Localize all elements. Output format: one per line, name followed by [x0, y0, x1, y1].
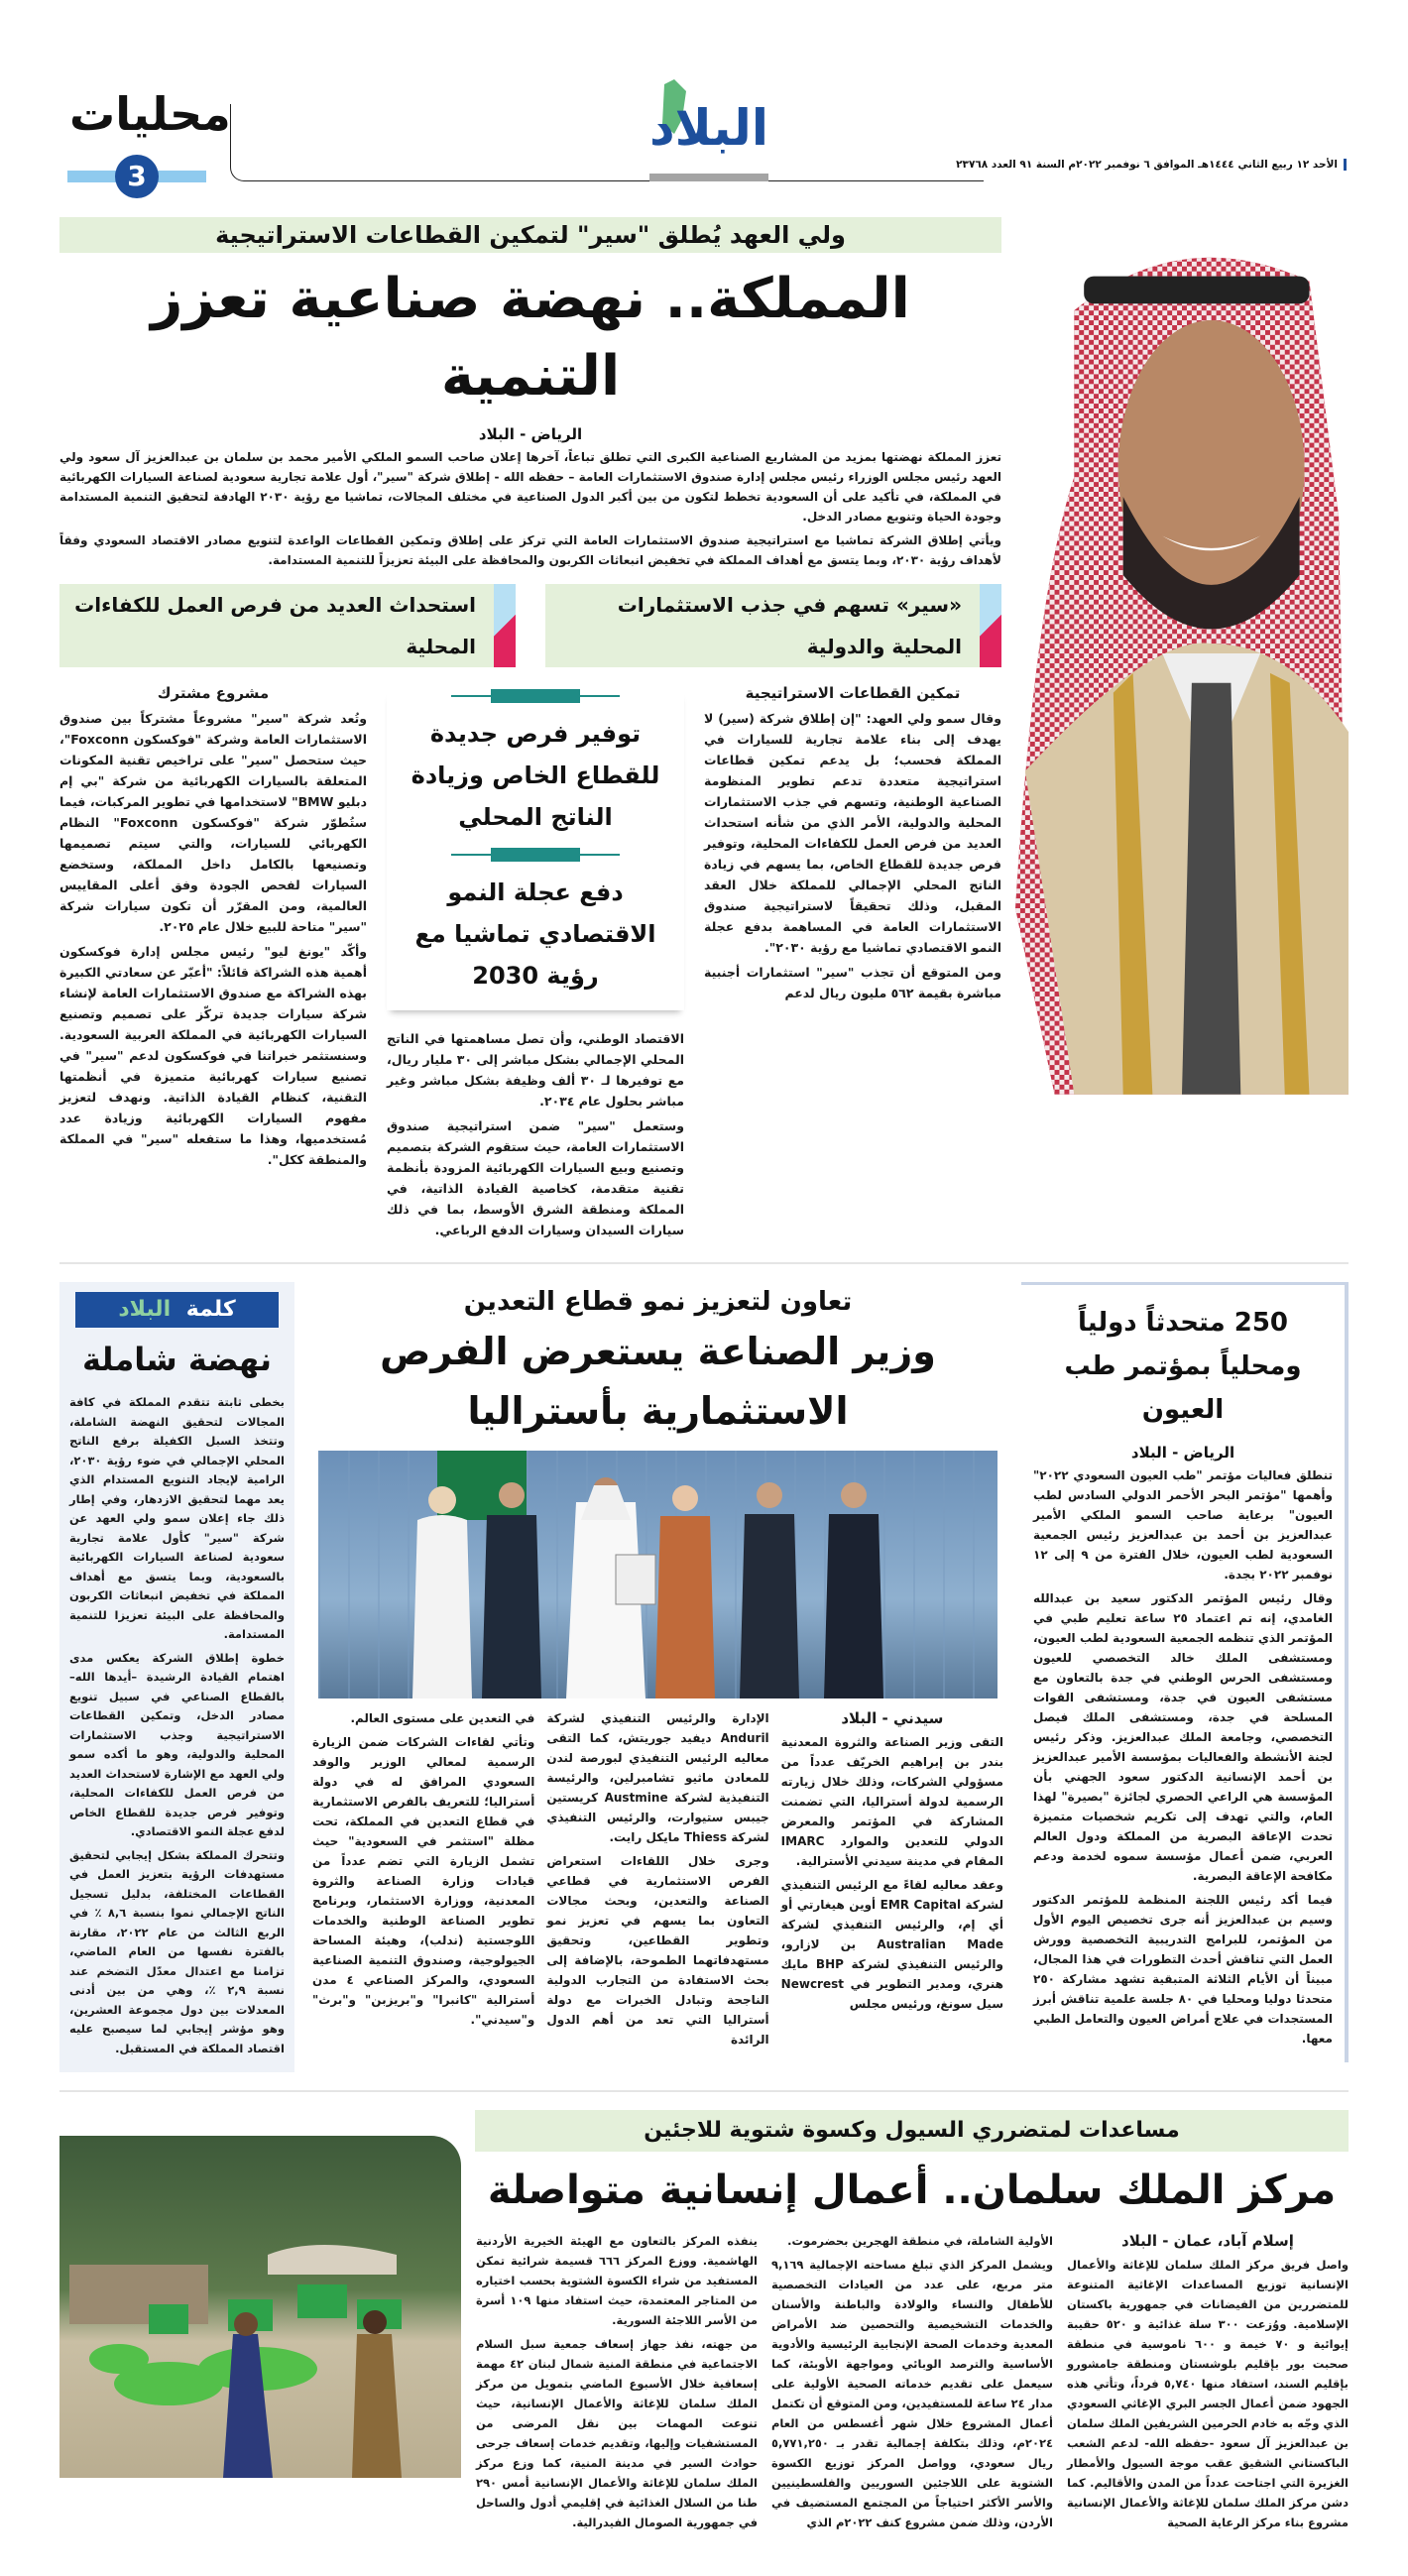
column-paragraph: وقال رئيس المؤتمر الدكتور سعيد بن عبدالله الغامدي، إنه تم اعتماد ٢٥ ساعة تعليم طبي في المؤتمر الذي تنظمه الجمعية السعودية لطب العيون، ومستشفى الملك خالد التخصصي للعيون ومستشفى الحرس الوطني في جدة بالتعاون مع مستشفى العيون في جدة، ومستشفى القوات المسلحة في جدة، ومستشفى الملك فيصل التخصصي، وجامعة الملك عبدالعزيز. وذكر رئيس لجنة الأنشطة والفعاليات بمؤسسة الأمير عبدالعزيز بن أحمد الإنسانية الدكتور سعود الجهني بأن المؤسسة هي الراعي الحصري لجائزة "بصيرة" لهذا العام، والتي تهدف إلى تكريم شخصيات متميزة تحدت الإعاقة البصرية من المملكة ودول العالم العربي، ضمن أعمال مؤسسة سموه لخدمة ودعم مكافحة الإعاقة البصرية.	[1033, 1591, 1333, 1883]
header-rule	[230, 104, 984, 181]
relief-aid-photo	[59, 2136, 461, 2478]
lead-dateline: الرياض - البلاد	[478, 425, 583, 443]
column-paragraph: ينفذه المركز بالتعاون مع الهيئة الخيرية الأردنية الهاشمية. ووزع المركز ٦٦٦ قسيمة شرائية تمكن المستفيد من شراء الكسوة الشتوية بحسب اختياره من المتاجر المعتمدة، حيث استفاد منها ١٠٩ أسرة من الأسر اللاجئة السورية.	[476, 2234, 759, 2327]
column-paragraph: التقى وزير الصناعة والثروة المعدنية بندر بن إبراهيم الخريّف عدداً من مسؤولي الشركات، وذلك خلال زيارته الرسمية لدولة أستراليا، التي تضمنت المشاركة في المؤتمر والمعرض الدولي للتعدين والموارد IMARC المقام في مدينة سيدني الأسترالية.	[780, 1735, 1003, 1868]
lead-kicker: ولي العهد يُطلق "سير" لتمكين القطاعات الاستراتيجية	[59, 217, 1001, 253]
relief-dateline: إسلام آباد، عمان - البلاد	[1121, 2232, 1294, 2250]
logo-underbar	[649, 174, 768, 181]
relief-column-1	[1067, 2231, 1349, 2536]
relief-kicker: مساعدات لمتضرري السيول وكسوة شتوية للاجئين	[475, 2110, 1349, 2152]
pullquote-box	[387, 689, 684, 1010]
editorial-body	[69, 1393, 285, 2058]
lead-intro-paragraph: تعزز المملكة نهضتها بمزيد من المشاريع الصناعية الكبرى التي تطلق تباعاً، آخرها إعلان صاحب السمو الملكي الأمير محمد بن سلمان بن عبدالعزيز آل سعود ولي العهد رئيس مجلس الوزراء رئيس مجلس إدارة صندوق الاستثمارات العامة – حفظه الله - إطلاق شركة "سير"، أول علامة تجارية سعودية لصناعة السيارات الكهربائية في المملكة، في تأكيد على أن السعودية تخطط لتكون من بين أكبر الدول الصناعية في مختلف المجالات، تماشيا مع رؤية ٢٠٣٠ الهادفة لتحقيق التنمية المستدامة وجودة الحياة وتنويع مصادر الدخل.	[59, 450, 1001, 524]
section-title: محليات	[69, 87, 231, 141]
column-paragraph: وتُعد شركة "سير" مشروعاً مشتركاً بين صندوق الاستثمارات العامة وشركة "فوكسكون Foxconn"، حيث ستحصل "سير" على تراخيص تقنية المكونات المتعلقة بالسيارات الكهربائية من شركة "بي إم دبليو BMW" لاستخدامها في تطوير المركبات، فيما ستُطوّر شركة "فوكسكون Foxconn" النظام الكهربائي للسيارات، والتي سيتم تصميمها وتصنيعها بالكامل داخل المملكة، وستخضع السيارات لفحص الجودة وفق أعلى المقاييس العالمية، ومن المقرّر أن تكون سيارات شركة "سير" متاحة للبيع خلال عام ٢٠٢٥.	[59, 711, 367, 934]
column-paragraph: من جهته، نفذ جهاز إسعاف جمعية سبل السلام الاجتماعية في منطقة المنية شمال لبنان ٤٢ مهمة إسعافية خلال الأسبوع الماضي بتمويل من مركز الملك سلمان للإغاثة والأعمال الإنسانية، حيث تنوعت المهمات بين نقل المرضى من المستشفيات وإليها، وتقديم خدمات إسعاف جرحى حوادث السير في مدينة المنية، كما وزع مركز الملك سلمان للإغاثة والأعمال الإنسانية أمس ٢٩٠ طنا من السلال الغذائية في إقليمي أدول والساحل في جمهورية الصومال الفيدرالية.	[476, 2337, 759, 2529]
issue-dateline: الأحد ١٢ ربيع الثاني ١٤٤٤هـ الموافق ٦ نوفمبر ٢٠٢٢م السنة ٩١ العدد ٢٣٧٦٨	[956, 159, 1347, 171]
column-paragraph: بخطى ثابتة تتقدم المملكة في كافة المجالات لتحقيق النهضة الشاملة، وتتخذ السبل الكفيلة برفع الناتج المحلي الإجمالي في ضوء رؤية ٢٠٣٠، الرامية لإيجاد التنويع المستدام الذي يعد مهما لتحقيق الازدهار، وفي إطار ذلك جاء إعلان سمو ولي العهد عن شركة "سير" كأول علامة تجارية سعودية لصناعة السيارات الكهربائية بالسعودية، وبما يتسق مع أهداف المملكة في تخفيض انبعاثات الكربون والمحافظة على البيئة تعزيزا للتنمية المستدامة.	[69, 1395, 285, 1641]
mining-column-1	[781, 1708, 1003, 2018]
mining-column-3	[312, 1708, 534, 2034]
lead-columns	[59, 683, 1001, 1244]
eye-story-box	[1021, 1282, 1349, 2062]
column-paragraph: واصل فريق مركز الملك سلمان للإغاثة والأعمال الإنسانية توزيع المساعدات الإغاثية المتنوعة للمتضررين من الفيضانات في جمهورية باكستان الإسلامية. ووُزعت ٣٠٠ سلة غذائية و ٥٢٠ حقيبة إيوائية و ٧٠ خيمة و ٦٠٠ ناموسية في منطقة صحبت بور بإقليم بلوشستان ومنطقة جامشورو بإقليم السند، استفاد منها ٥,٧٤٠ فرداً، وتأتي هذه الجهود ضمن أعمال الجسر البري الإغاثي السعودي الذي وجّه به خادم الحرمين الشريفين الملك سلمان بن عبدالعزيز آل سعود -حفظه الله- لدعم الشعب الباكستاني الشقيق عقب موجة السيول والأمطار الغزيرة التي اجتاحت عدداً من المدن والأقاليم. كما دشن مركز الملك سلمان للإغاثة والأعمال الإنسانية مشروع بناء مركز الرعاية الصحية	[1067, 2258, 1349, 2529]
page-number: 3	[115, 155, 159, 198]
lead-column-2	[387, 1028, 684, 1240]
column-paragraph: وجرى خلال اللقاءات استعراض الفرص الاستثمارية في قطاعي الصناعة والتعدين، وبحث مجالات التعاون بما يسهم في تعزيز نمو وتطوير القطاعين، وتحقيق مستهدفاتهما الطموحة، بالإضافة إلى بحث الاستفادة من التجارب الدولية الناجحة وتبادل الخبرات مع دولة أستراليا التي تعد من أهم الدول الرائدة	[546, 1854, 769, 2047]
subhead-strip-right	[545, 584, 1001, 667]
relief-content	[475, 2110, 1349, 2536]
editorial-label-text: كلمة	[185, 1297, 236, 1322]
mining-column-2	[546, 1708, 768, 2053]
lead-story	[59, 217, 1349, 1244]
column-paragraph: ومن المتوقع أن تجذب "سير" استثمارات أجنبية مباشرة بقيمة ٥٦٢ مليون ريال لدعم	[704, 965, 1001, 1000]
column-paragraph: الإدارة والرئيس التنفيذي لشركة Anduril ديفيد جوريتش، كما التقى معاليه الرئيس التنفيذي لبورصة لندن للمعادن ماثيو تشامبرلين، والرئيسة التنفيذية لشركة Austmine كريستين جيبس ستيوارت، والرئيس التنفيذي لشركة Thiess مايكل رايت.	[546, 1711, 769, 1844]
editorial-label	[75, 1292, 279, 1328]
column-paragraph: وتتحرك المملكة بشكل إيجابي لتحقيق مستهدفات الرؤية بتعزيز العمل في القطاعات المختلفة، بدليل تسجيل الناتج الإجمالي نموا بنسبة ٨,٦ ٪ في الربع الثالث من عام ٢٠٢٢، مقارنة بالفترة نفسها من العام الماضي، تزامنا مع اعتدال معدّل التضخم عند نسبة ٢,٩ ٪، وهي من بين أدنى المعدلات بين دول مجموعة العشرين، وهو مؤشر إيجابي لما سيصبح عليه اقتصاد المملكة في المستقبل.	[69, 1847, 285, 2055]
editorial-headline: نهضة شاملة	[82, 1341, 272, 1378]
column-subhead: تمكين القطاعات الاستراتيجية	[745, 684, 961, 702]
strip-flag	[494, 584, 516, 667]
lead-headline: المملكة.. نهضة صناعية تعزز التنمية	[151, 267, 910, 409]
column-paragraph: في التعدين على مستوى العالم.	[350, 1711, 535, 1725]
column-paragraph: وتأتي لقاءات الشركات ضمن الزيارة الرسمية لمعالي الوزير والوفد السعودي المرافق له في دولة أستراليا؛ للتعريف بالفرص الاستثمارية في قطاع التعدين في المملكة، تحت مظلة "استثمر في السعودية" حيث تشمل الزيارة التي تضم عدداً من قيادات وزارة الصناعة والثروة المعدنية، ووزارة الاستثمار، وبرنامج تطوير الصناعة الوطنية والخدمات اللوجستية (ندلب)، وهيئة المساحة الجيولوجية، وصندوق التنمية الصناعية السعودي، والمركز الصناعي ٤ مدن أسترالية "كانبرا" و"بريزبن" و"برث" و"سيدني".	[312, 1735, 535, 2027]
pullquote-divider	[491, 848, 580, 862]
pullquote-1: توفير فرص جديدة للقطاع الخاص وزيادة الناتج المحلي	[411, 720, 660, 831]
relief-columns	[475, 2231, 1349, 2536]
strip-flag	[980, 584, 1001, 667]
pullquote-divider	[491, 689, 580, 703]
column-paragraph: فيما أكد رئيس اللجنة المنظمة للمؤتمر الدكتور وسيم بن عبدالعزيز أنه جرى تخصيص اليوم الأول من المؤتمر، للبرامج التدريبية التخصصية وورش العمل التي تناقش أحدث التطورات في هذا المجال، مبيناً أن الأيام الثلاثة المتبقية تشهد مشاركة ٢٥٠ متحدثا دوليا ومحليا في ٨٠ جلسة علمية تناقش أبرز المستجدات في علاج أمراض العيون والتعامل الطبي معها.	[1033, 1893, 1333, 2046]
column-paragraph: وستعمل "سير" ضمن استراتيجية صندوق الاستثمارات العامة، حيث ستقوم الشركة بتصميم وتصنيع وبيع السيارات الكهربائية المزودة بأنظمة تقنية متقدمة، كخاصية القيادة الذاتية، في المملكة ومنطقة الشرق الأوسط، بما في ذلك سيارات السيدان وسيارات الدفع الرباعي.	[387, 1118, 684, 1237]
relief-column-2	[771, 2231, 1053, 2536]
lead-content	[59, 217, 1001, 1244]
eye-dateline: الرياض - البلاد	[1130, 1444, 1235, 1462]
subhead-strips	[59, 584, 1001, 667]
column-paragraph: خطوة إطلاق الشركة يعكس مدى اهتمام القيادة الرشيدة –أيدها الله– بالقطاع الصناعي في سبيل تنويع مصادر الدخل، وتمكين القطاعات الاستراتيجية وجذب الاستثمارات المحلية والدولية، وهو ما أكده سمو ولي العهد مع الإشارة لاستحداث العديد من فرص العمل للكفاءات المحلية، وتوفير فرص جديدة للقطاع الخاص لدفع عجلة النمو الاقتصادي.	[69, 1650, 285, 1838]
strip-text: «سير» تسهم في جذب الاستثمارات المحلية والدولية	[617, 593, 962, 658]
section-divider	[59, 2090, 1349, 2092]
eye-headline: 250 متحدثاً دولياً ومحلياً بمؤتمر طب العيون	[1064, 1308, 1302, 1425]
crown-prince-photo	[1015, 217, 1349, 1100]
column-paragraph: الاقتصاد الوطني، وأن تصل مساهمتها في الناتج المحلي الإجمالي بشكل مباشر إلى ٣٠ مليار ريال، مع توفيرها لـ ٣٠ ألف وظيفة بشكل مباشر وغير مباشر بحلول عام ٢٠٣٤.	[387, 1031, 684, 1109]
lead-intro	[59, 447, 1001, 570]
mining-columns	[312, 1708, 1003, 2053]
column-paragraph: الأولية الشاملة، في منطقة الهجرين بحضرموت.	[787, 2234, 1053, 2248]
editorial-box	[59, 1282, 294, 2072]
mining-story	[312, 1282, 1003, 2053]
strip-text: استحداث العديد من فرص العمل للكفاءات المحلية	[74, 593, 476, 658]
subhead-strip-left	[59, 584, 516, 667]
logo	[635, 79, 783, 183]
mining-meeting-photo	[318, 1451, 997, 1698]
relief-headline: مركز الملك سلمان.. أعمال إنسانية متواصلة	[487, 2167, 1337, 2213]
pullquote-2: دفع عجلة النمو الاقتصادي تماشيا مع رؤية 2030	[414, 878, 656, 990]
lead-column-3	[59, 683, 367, 1174]
column-paragraph: وقال سمو ولي العهد: "إن إطلاق شركة (سير) لا يهدف إلى بناء علامة تجارية للسيارات في المملكة فحسب؛ بل يدعم تمكين قطاعات استراتيجية متعددة تدعم تطوير المنظومة الصناعية الوطنية، وتسهم في جذب الاستثمارات المحلية والدولية، الأمر الذي من شأنه استحداث العديد من فرص العمل للكفاءات المحلية، وتوفير فرص جديدة للقطاع الخاص، بما يسهم في زيادة الناتج المحلي الإجمالي للمملكة خلال العقد المقبل، وذلك تحقيقاً لاستراتيجية صندوق الاستثمارات العامة في المساهمة بدفع عجلة النمو الاقتصادي تماشيا مع رؤية ٢٠٣٠".	[704, 711, 1001, 955]
editorial-logo: البلاد	[118, 1297, 172, 1322]
masthead	[59, 0, 1349, 203]
section-divider	[59, 1262, 1349, 1264]
column-subhead: مشروع مشترك	[157, 684, 270, 702]
lead-column-1	[704, 683, 1001, 1007]
mining-headline: وزير الصناعة يستعرض الفرص الاستثمارية بأستراليا	[380, 1330, 936, 1433]
column-paragraph: وأكّد "يونغ ليو" رئيس مجلس إدارة فوكسكون أهمية هذه الشراكة قائلاً: "أعبّر عن سعادتي الكبيرة بهذه الشراكة مع صندوق الاستثمارات العامة لإنشاء شركة سيارات جديدة تركّز على تصميم وتصنيع السيارات الكهربائية في المملكة العربية السعودية. وسنستثمر خبراتنا في فوكسكون لدعم "سير" في تصنيع سيارات كهربائية متميزة في أنظمتها التقنية، كنظام القيادة الذاتية. ونهدف لتعزيز مفهوم السيارات الكهربائية وزيادة عدد مُستخدميها، وهذا ما ستفعله "سير" في المملكة والمنطقة ككل".	[59, 944, 367, 1167]
column-paragraph: تنطلق فعاليات مؤتمر "طب العيون السعودي ٢٠٢٢" وأهمها "مؤتمر البحر الأحمر الدولي السادس لطب العيون" برعاية صاحب السمو الملكي الأمير عبدالعزيز بن أحمد بن عبدالعزيز رئيس الجمعية السعودية لطب العيون، خلال الفترة من ٩ إلى ١٢ نوفمبر ٢٠٢٢ بجدة.	[1033, 1468, 1333, 1581]
lead-intro-paragraph: ويأتي إطلاق الشركة تماشيا مع استراتيجية صندوق الاستثمارات العامة التي تركز على إطلاق وتمكين القطاعات الواعدة لتنويع مصادر الاقتصاد السعودي وفقاً لأهداف رؤية ٢٠٣٠، وبما يتسق مع أهداف المملكة في تخفيض انبعاثات الكربون والمحافظة على البيئة تعزيزاً للتنمية المستدامة.	[59, 533, 1001, 567]
lead-middle	[387, 683, 684, 1244]
relief-story	[59, 2110, 1349, 2536]
column-paragraph: ويشمل المركز الذي تبلغ مساحته الإجمالية ٩,١٦٩ متر مربع، على عدد من العيادات التخصصية للأطفال والنساء والولادة والباطنة والأسنان والخدمات التشخيصية والتحصين ضد الأمراض المعدية وخدمات الصحة الإنجابية الرئيسية والأدوية الأساسية والترصد الوبائي ومواجهة الأوبئة، كما سيعمل على تقديم خدماته الصحية الأولية على مدار ٢٤ ساعة للمستفيدين، ومن المتوقع أن تكتمل أعمال المشروع خلال شهر أغسطس من العام ٢٠٢٤م، وذلك بتكلفة إجمالية تقدر بـ ٥,٧٧١,٢٥٠ ريال سعودي، وواصل المركز توزيع الكسوة الشتوية على اللاجئين السوريين والفلسطينيين والأسر الأكثر احتياجاً من المجتمع المستضيف في الأردن، وذلك ضمن مشروع كنف ٢٠٢٢م الذي	[771, 2258, 1053, 2529]
column-paragraph: وعقد معاليه لقاءً مع الرئيس التنفيذي لشركة EMR Capital أوين هيغارتي أو أي إم، والرئيس التنفيذي لشركة Australian Made بن لازارو، والرئيس التنفيذي لشركة BHP مايك هنري، ومدير التطوير في Newcrest سيل سونغ، ورئيس مجلس	[780, 1878, 1004, 2011]
mining-dateline: سيدني - البلاد	[841, 1709, 944, 1727]
relief-column-3	[476, 2231, 758, 2536]
mining-kicker: تعاون لتعزيز نمو قطاع التعدين	[463, 1287, 853, 1317]
logo-text: البلاد	[649, 99, 768, 157]
second-band	[59, 1282, 1349, 2072]
eye-body	[1021, 1465, 1345, 2049]
